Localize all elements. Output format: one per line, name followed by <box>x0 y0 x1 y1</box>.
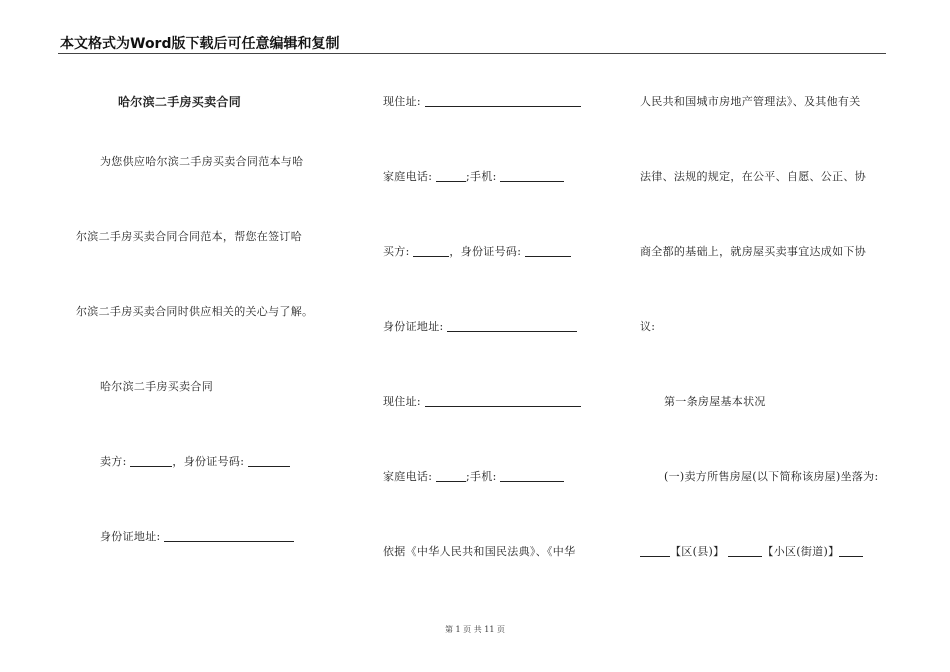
mobile-label: ;手机: <box>466 470 497 483</box>
home-phone-label: 家庭电话: <box>383 170 433 183</box>
intro-line-3: 尔滨二手房买卖合同时供应相关的关心与了解。 <box>76 305 314 318</box>
legal-basis-line-4: 商全都的基础上，就房屋买卖事宜达成如下协 <box>640 245 866 258</box>
current-address-label: 现住址: <box>383 395 421 408</box>
buyer-id-address-blank <box>447 320 577 332</box>
community-blank <box>839 545 863 557</box>
district-blank <box>728 545 762 557</box>
property-location-line <box>640 543 863 559</box>
seller-phone-line <box>383 168 564 184</box>
article-1-item-1: (一)卖方所售房屋(以下简称该房屋)坐落为: <box>664 470 879 483</box>
intro-line-1: 为您供应哈尔滨二手房买卖合同范本与哈 <box>100 155 304 168</box>
buyer-id-label: ，身份证号码: <box>449 245 522 258</box>
header-rule <box>58 53 886 54</box>
seller-mobile-blank <box>500 170 564 182</box>
contract-title: 哈尔滨二手房买卖合同 <box>118 95 242 109</box>
seller-id-address-blank <box>164 530 294 542</box>
mobile-label: ;手机: <box>466 170 497 183</box>
seller-name-blank <box>130 455 172 467</box>
buyer-line <box>383 243 571 259</box>
buyer-home-phone-blank <box>436 470 466 482</box>
buyer-name-blank <box>413 245 449 257</box>
community-label: 【小区(街道)】 <box>762 545 840 558</box>
current-address-label: 现住址: <box>383 95 421 108</box>
buyer-id-address-line <box>383 318 577 334</box>
intro-line-2: 尔滨二手房买卖合同合同范本，帮您在签订哈 <box>76 230 302 243</box>
seller-id-blank <box>248 455 290 467</box>
legal-basis-line-5: 议: <box>640 320 656 333</box>
buyer-current-address-line <box>383 393 581 409</box>
buyer-label: 买方: <box>383 245 410 258</box>
seller-id-address-label: 身份证地址: <box>100 530 161 543</box>
legal-basis-line-2: 人民共和国城市房地产管理法》、及其他有关 <box>640 95 861 108</box>
buyer-id-address-label: 身份证地址: <box>383 320 444 333</box>
seller-current-address-line <box>383 93 581 109</box>
district-label: 【区(县)】 <box>670 545 725 558</box>
legal-basis-line-3: 法律、法规的规定，在公平、自愿、公正、协 <box>640 170 866 183</box>
article-1-heading: 第一条房屋基本状况 <box>664 395 766 408</box>
contract-subtitle: 哈尔滨二手房买卖合同 <box>100 380 213 393</box>
page-footer: 第 1 页 共 11 页 <box>445 625 505 634</box>
seller-label: 卖方: <box>100 455 127 468</box>
city-blank <box>640 545 670 557</box>
legal-basis-line: 依据《中华人民共和国民法典》、《中华 <box>383 545 576 558</box>
buyer-current-address-blank <box>425 395 581 407</box>
seller-line <box>100 453 290 469</box>
seller-id-address-line <box>100 528 294 544</box>
buyer-mobile-blank <box>500 470 564 482</box>
buyer-phone-line <box>383 468 564 484</box>
home-phone-label: 家庭电话: <box>383 470 433 483</box>
document-banner: 本文格式为Word版下载后可任意编辑和复制 <box>60 36 340 52</box>
seller-id-label: ，身份证号码: <box>172 455 245 468</box>
seller-current-address-blank <box>425 95 581 107</box>
seller-home-phone-blank <box>436 170 466 182</box>
buyer-id-blank <box>525 245 571 257</box>
